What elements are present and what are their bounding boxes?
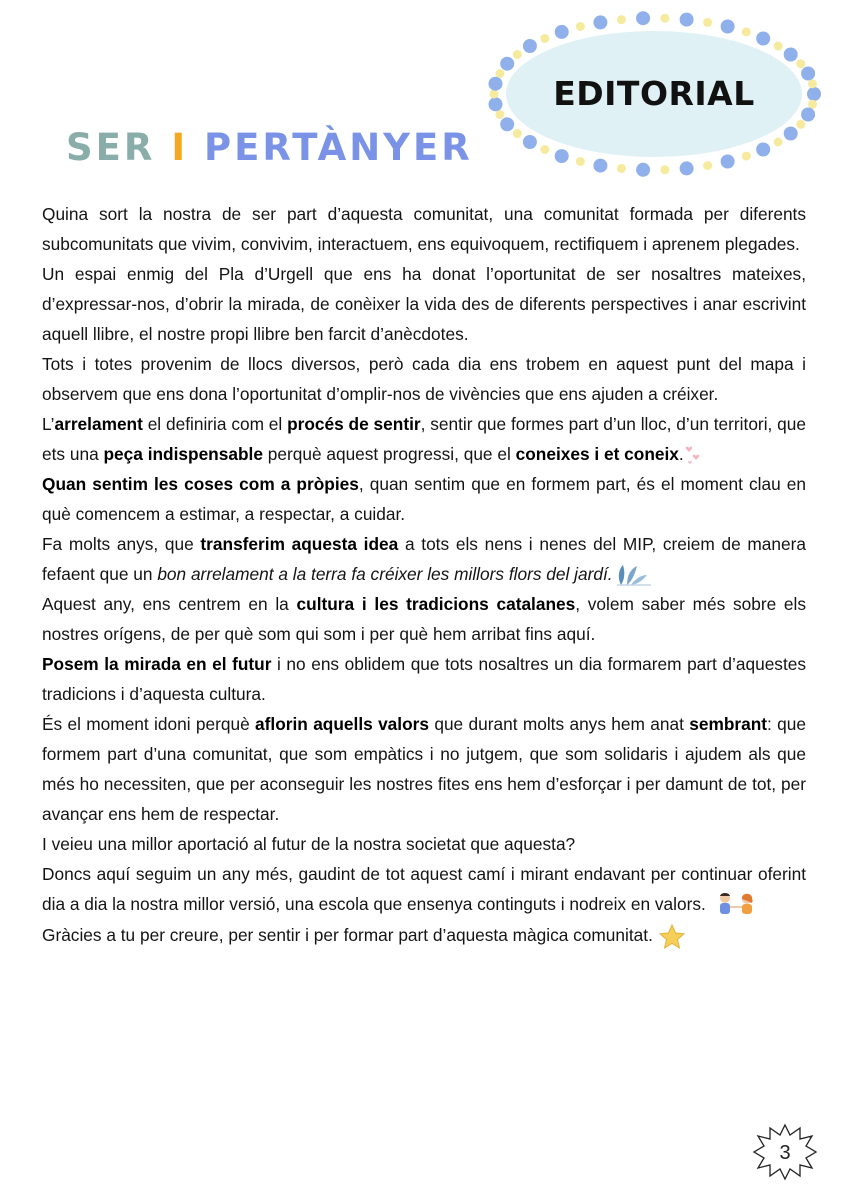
badge-dot: [576, 157, 585, 166]
badge-dot: [636, 163, 650, 177]
text-run: Doncs aquí seguim un any més, gaudint de tot aquest camí i mirant endavant per continuar oferint dia a dia la nostra millor versió, una escola que ensenya continguts i nodreix en valors.: [42, 864, 806, 914]
badge-dot: [808, 100, 817, 109]
paragraph-2: Un espai enmig del Pla d’Urgell que ens ha donat l’oportunitat de ser nosaltres mateixes, d’expressar-nos, d’obrir la mirada, de conèixer la vida des de diferents perspectives i anar escrivint aquell llibre, el nostre propi llibre ben farcit d’anècdotes.: [42, 264, 806, 344]
badge-dot: [660, 14, 669, 23]
text-run: : que formem part d’una comunitat, que som empàtics i no jutgem, que som solidaris i ajudem als que més ho necessiten, que per aconseguir les nostres fites ens hem d’esforçar i per damunt de tot, per avançar ens hem de respectar.: [42, 714, 807, 824]
badge-dot: [680, 161, 694, 175]
text-run: i no ens oblidem que tots nosaltres un dia formarem part d’aquestes tradicions i d’aquesta cultura.: [42, 654, 806, 704]
badge-dot: [742, 152, 751, 161]
heart-doodle-icon: [684, 442, 702, 468]
badge-dot: [636, 11, 650, 25]
paragraph-3: Tots i totes provenim de llocs diversos, però cada dia ens trobem en aquest punt del mapa i observem que ens dona l’oportunitat d’omplir-nos de vivències que ens ajuden a créixer.: [42, 354, 806, 404]
text-run: a tots els nens i nenes del MIP, creiem de manera fefaent que un: [42, 534, 806, 584]
paragraph-7: [42, 589, 806, 649]
badge-dot: [721, 20, 735, 34]
paragraph-10: I veieu una millor aportació al futur de la nostra societat que aquesta?: [42, 834, 576, 854]
children-icon: [711, 890, 761, 920]
badge-dot: [593, 159, 607, 173]
badge-dot: [774, 138, 783, 147]
badge-dot: [500, 117, 514, 131]
bold-run: procés de sentir: [287, 414, 421, 434]
text-run: Aquest any, ens centrem en la: [42, 594, 297, 614]
badge-dot: [489, 77, 503, 91]
headline-word-ser: SER: [66, 126, 156, 169]
badge-dot: [617, 164, 626, 173]
badge-dot: [784, 127, 798, 141]
text-run: , volem saber més sobre els nostres orígens, de per què som qui som i per què hem arribat fins aquí.: [42, 594, 807, 644]
badge-dot: [555, 25, 569, 39]
badge-dot: [576, 22, 585, 31]
badge-dot: [489, 97, 503, 111]
badge-dot: [495, 110, 504, 119]
text-run: que durant molts anys hem anat: [429, 714, 690, 734]
headline-word-i: I: [171, 126, 189, 169]
badge-dot: [523, 39, 537, 53]
badge-dot: [796, 59, 805, 68]
badge-dot: [721, 155, 735, 169]
badge-dot: [801, 67, 815, 81]
text-run: perquè aquest progressi, que el: [262, 444, 516, 464]
paragraph-6: [42, 529, 806, 589]
badge-dot: [807, 87, 821, 101]
paragraph-11: [42, 859, 806, 920]
text-run: És el moment idoni perquè: [42, 714, 256, 734]
paragraph-8: [42, 649, 806, 709]
bold-run: Posem la mirada en el futur: [42, 654, 272, 674]
text-run: .: [678, 444, 684, 464]
badge-dot: [513, 129, 522, 138]
bold-run: coneixes i et coneix: [515, 444, 679, 464]
paragraph-9: [42, 709, 806, 829]
badge-dot: [680, 13, 694, 27]
paragraph-1: Quina sort la nostra de ser part d’aquesta comunitat, una comunitat formada per diferents subcomunitats que vivim, convivim, interactuem, ens equivoquem, rectifiquem i aprenem plegades.: [42, 204, 806, 254]
star-icon: [658, 923, 686, 951]
page-number-badge: [752, 1123, 818, 1181]
page-number: 3: [779, 1142, 791, 1164]
text-run: , sentir que formes part d’un lloc, d’un territori, que ets una: [42, 414, 806, 464]
bold-run: peça indispensable: [103, 444, 263, 464]
text-run: L’: [42, 414, 55, 434]
headline-word-pertanyer: PERTÀNYER: [203, 126, 473, 169]
badge-dot: [796, 120, 805, 129]
badge-dot: [756, 143, 770, 157]
bold-run: transferim aquesta idea: [200, 534, 399, 554]
editorial-title: EDITORIAL: [553, 74, 755, 113]
badge-dot: [784, 48, 798, 62]
badge-dot: [593, 15, 607, 29]
text-run: , quan sentim que en formem part, és el moment clau en què comencem a estimar, a respectar, a cuidar.: [42, 474, 806, 524]
page-headline: [66, 124, 473, 172]
badge-dot: [756, 32, 770, 46]
bold-run: aflorin aquells valors: [255, 714, 429, 734]
badge-dot: [523, 135, 537, 149]
badge-dot: [500, 57, 514, 71]
leaf-icon: [613, 563, 653, 587]
badge-dot: [703, 18, 712, 27]
badge-dot: [703, 161, 712, 170]
badge-dot: [742, 27, 751, 36]
paragraph-12: [42, 920, 806, 950]
badge-dot: [490, 90, 499, 99]
bold-run: Quan sentim les coses com a pròpies: [42, 474, 359, 494]
bold-run: sembrant: [689, 714, 768, 734]
paragraph-4: [42, 409, 806, 469]
bold-run: cultura i les tradicions catalanes: [296, 594, 576, 614]
badge-dot: [660, 165, 669, 174]
text-run: Fa molts anys, que: [42, 534, 201, 554]
badge-dot: [495, 69, 504, 78]
badge-dot: [513, 50, 522, 59]
badge-dot: [808, 79, 817, 88]
badge-dot: [540, 34, 549, 43]
text-run: Gràcies a tu per creure, per sentir i per formar part d’aquesta màgica comunitat.: [42, 925, 653, 946]
badge-dot: [801, 108, 815, 122]
badge-dot: [540, 145, 549, 154]
badge-dot: [774, 42, 783, 51]
badge-dot: [617, 15, 626, 24]
paragraph-5: [42, 469, 806, 529]
text-run: el definiria com el: [142, 414, 288, 434]
bold-run: arrelament: [54, 414, 143, 434]
italic-run: bon arrelament a la terra fa créixer les millors flors del jardí.: [157, 564, 613, 584]
badge-dot: [555, 149, 569, 163]
article-body: [42, 199, 806, 951]
